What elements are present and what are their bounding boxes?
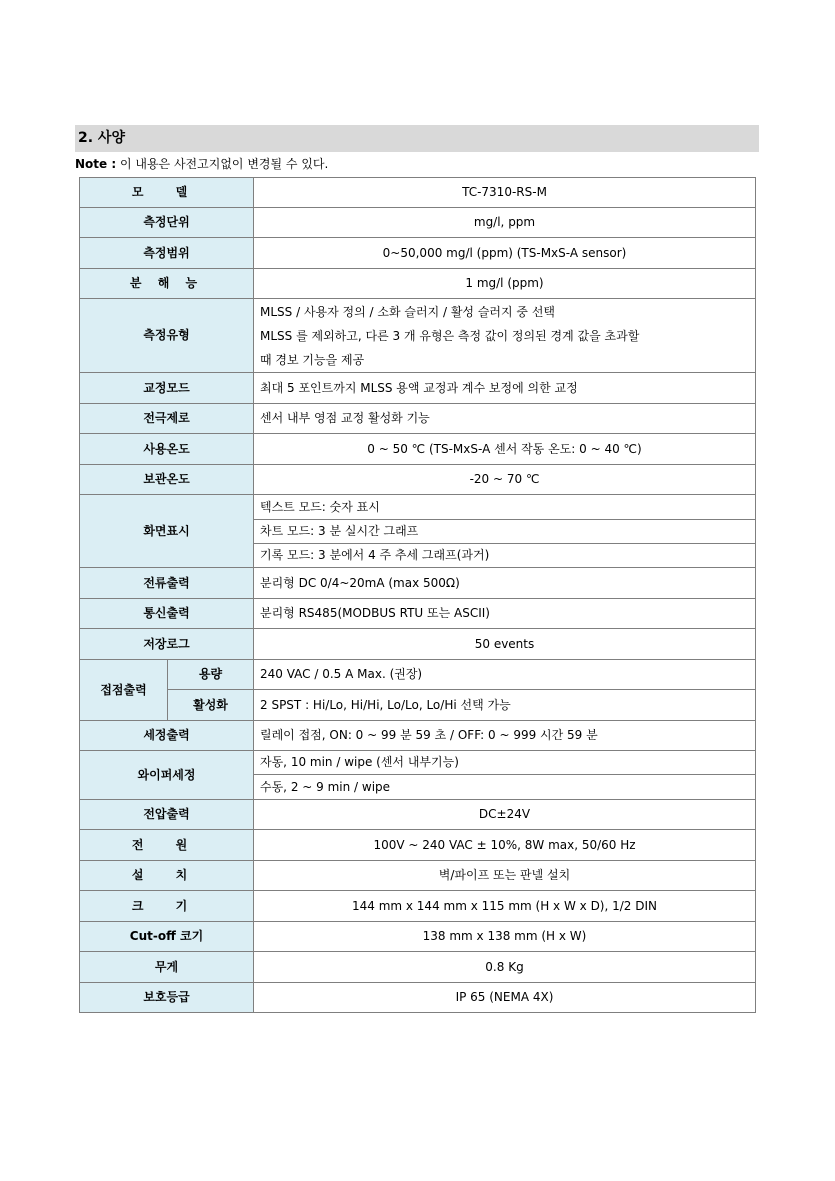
- table-row: [80, 178, 756, 208]
- type-line-1: MLSS / 사용자 정의 / 소화 슬러지 / 활성 슬러지 중 선택: [260, 304, 556, 319]
- spec-label: 세정출력: [80, 721, 254, 751]
- table-row: [80, 800, 756, 830]
- spec-value: 138 mm x 138 mm (H x W): [254, 922, 756, 952]
- table-row: [80, 373, 756, 404]
- table-row: [80, 660, 756, 690]
- table-row: [80, 568, 756, 599]
- table-row: [80, 922, 756, 952]
- spec-value: 수동, 2 ~ 9 min / wipe: [254, 775, 756, 800]
- spec-value: 0.8 Kg: [254, 952, 756, 983]
- spec-value: 0~50,000 mg/l (ppm) (TS-MxS-A sensor): [254, 238, 756, 269]
- spec-value: 50 events: [254, 629, 756, 660]
- table-row: [80, 983, 756, 1013]
- spec-value: 분리형 RS485(MODBUS RTU 또는 ASCII): [254, 599, 756, 629]
- spec-label: 접점출력: [80, 660, 168, 721]
- spec-label: 통신출력: [80, 599, 254, 629]
- spec-label: 보관온도: [80, 465, 254, 495]
- table-row: [80, 830, 756, 861]
- spec-sublabel: 활성화: [168, 690, 254, 721]
- table-row: [80, 721, 756, 751]
- note-text: 이 내용은 사전고지없이 변경될 수 있다.: [116, 157, 329, 171]
- spec-value: 릴레이 접점, ON: 0 ~ 99 분 59 초 / OFF: 0 ~ 999 시간 59 분: [254, 721, 756, 751]
- table-row: [80, 751, 756, 775]
- spec-label: 사용온도: [80, 434, 254, 465]
- spec-value: 기록 모드: 3 분에서 4 주 추세 그래프(과거): [254, 544, 756, 568]
- note: [75, 156, 328, 172]
- spec-value: 240 VAC / 0.5 A Max. (권장): [254, 660, 756, 690]
- spec-label: 와이퍼세정: [80, 751, 254, 800]
- spec-value: 100V ~ 240 VAC ± 10%, 8W max, 50/60 Hz: [254, 830, 756, 861]
- table-row: [80, 891, 756, 922]
- table-row: [80, 861, 756, 891]
- spec-value: TC-7310-RS-M: [254, 178, 756, 208]
- spec-value: 최대 5 포인트까지 MLSS 용액 교정과 계수 보정에 의한 교정: [254, 373, 756, 404]
- spec-value: 센서 내부 영점 교정 활성화 기능: [254, 404, 756, 434]
- table-row: [80, 238, 756, 269]
- spec-label: 설 치: [80, 861, 254, 891]
- spec-label: Cut-off 코기: [80, 922, 254, 952]
- spec-value: 텍스트 모드: 숫자 표시: [254, 495, 756, 520]
- type-line-3: 때 경보 기능을 제공: [260, 352, 365, 367]
- section-title: 2. 사양: [75, 125, 759, 152]
- spec-value: IP 65 (NEMA 4X): [254, 983, 756, 1013]
- spec-label: 교정모드: [80, 373, 254, 404]
- spec-table: [79, 177, 756, 1013]
- note-label: Note :: [75, 157, 117, 171]
- spec-value: [254, 299, 756, 373]
- table-row: [80, 495, 756, 520]
- spec-value: 0 ~ 50 ℃ (TS-MxS-A 센서 작동 온도: 0 ~ 40 ℃): [254, 434, 756, 465]
- table-row: [80, 208, 756, 238]
- table-row: [80, 629, 756, 660]
- spec-label: 저장로그: [80, 629, 254, 660]
- spec-label: 전 원: [80, 830, 254, 861]
- spec-label: 측정유형: [80, 299, 254, 373]
- spec-value: 벽/파이프 또는 판넬 설치: [254, 861, 756, 891]
- spec-label: 전류출력: [80, 568, 254, 599]
- spec-value: DC±24V: [254, 800, 756, 830]
- spec-value: 자동, 10 min / wipe (센서 내부기능): [254, 751, 756, 775]
- spec-value: mg/l, ppm: [254, 208, 756, 238]
- spec-label: 전압출력: [80, 800, 254, 830]
- spec-label: 화면표시: [80, 495, 254, 568]
- spec-sublabel: 용량: [168, 660, 254, 690]
- spec-label: 무게: [80, 952, 254, 983]
- type-line-2: MLSS 를 제외하고, 다른 3 개 유형은 측정 값이 정의된 경계 값을 초과할: [260, 328, 640, 343]
- spec-label: 크 기: [80, 891, 254, 922]
- spec-label: 측정단위: [80, 208, 254, 238]
- spec-value: 144 mm x 144 mm x 115 mm (H x W x D), 1/2 DIN: [254, 891, 756, 922]
- spec-value: 2 SPST : Hi/Lo, Hi/Hi, Lo/Lo, Lo/Hi 선택 가능: [254, 690, 756, 721]
- spec-label: 측정범위: [80, 238, 254, 269]
- spec-label: 전극제로: [80, 404, 254, 434]
- spec-value: 1 mg/l (ppm): [254, 269, 756, 299]
- spec-label: 보호등급: [80, 983, 254, 1013]
- table-row: [80, 599, 756, 629]
- spec-value: 분리형 DC 0/4~20mA (max 500Ω): [254, 568, 756, 599]
- spec-value: -20 ~ 70 ℃: [254, 465, 756, 495]
- table-row: [80, 404, 756, 434]
- spec-value: 차트 모드: 3 분 실시간 그래프: [254, 520, 756, 544]
- table-row: [80, 434, 756, 465]
- table-row: [80, 690, 756, 721]
- table-row: [80, 269, 756, 299]
- table-row: [80, 952, 756, 983]
- table-row: [80, 465, 756, 495]
- spec-label: 분 해 능: [80, 269, 254, 299]
- table-row: [80, 299, 756, 373]
- spec-label: 모 델: [80, 178, 254, 208]
